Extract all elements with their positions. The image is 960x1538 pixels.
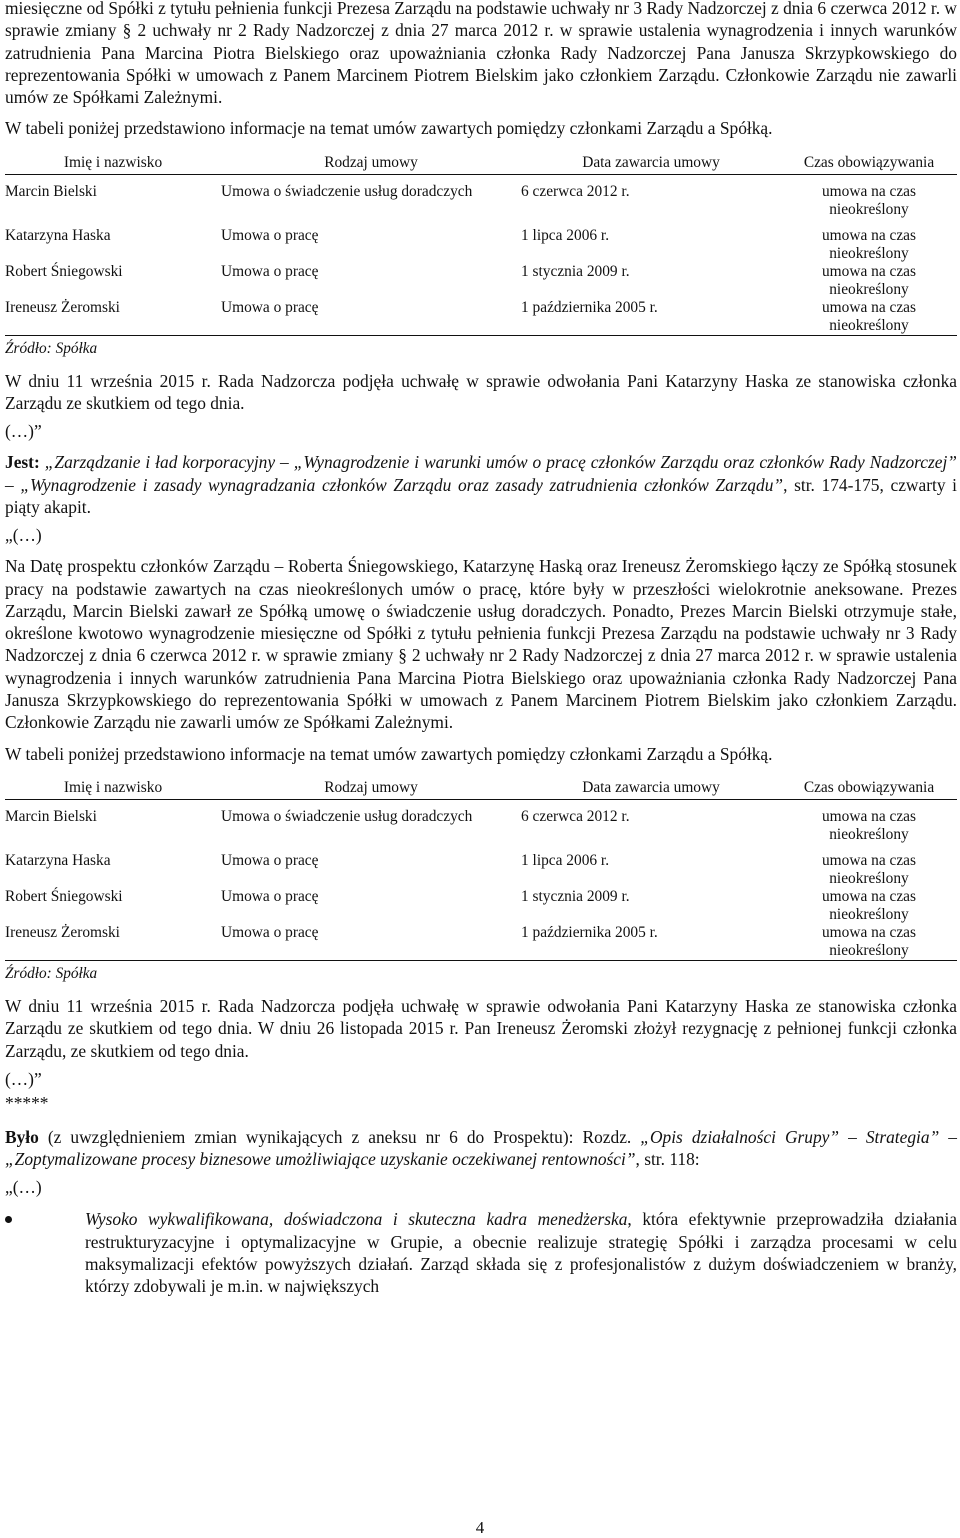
bylo-tail: , str. 118:: [635, 1149, 700, 1170]
table-intro-1: W tabeli poniżej przedstawiono informacje na temat umów zawartych pomiędzy członkami Zarządu a Spółką.: [5, 118, 773, 139]
table-row: [5, 174, 957, 227]
cell-type: Umowa o świadczenie usług doradczych: [221, 807, 473, 825]
table-row: [5, 299, 957, 336]
bullet-text: [85, 1208, 957, 1297]
jest-reference: „Zarządzanie i ład korporacyjny – „Wynagrodzenie i warunki umów o pracę członków Zarządu oraz członków Rady Nadzorczej” – „Wynagrodzenie i zasady wynagradzania członków Zarządu oraz zasady zatrudnienia członków Zarządu”: [5, 452, 957, 495]
cell-term: umowa na czas nieokreślony: [821, 226, 916, 262]
table-row: [5, 888, 957, 924]
top-fragment-line1: miesięczne od Spółki z tytułu pełnienia funkcji Prezesa Zarządu na podstawie uchwały nr 3 Rady Nadzorczej z: [5, 0, 779, 18]
col-header-date: Data zawarcia umowy: [521, 775, 781, 800]
cell-date: 1 lipca 2006 r.: [521, 226, 610, 244]
cell-name: Katarzyna Haska: [5, 851, 111, 869]
table-row: [5, 799, 957, 852]
cell-name: Ireneusz Żeromski: [5, 924, 221, 961]
ellipsis-open-2: „(…): [5, 1177, 42, 1198]
cell-date: 1 stycznia 2009 r.: [521, 887, 630, 905]
top-fragment: [5, 0, 957, 108]
bullet-italic: Wysoko wykwalifikowana, doświadczona i skuteczna kadra menedżerska: [85, 1209, 628, 1230]
prospectus-paragraph: Na Datę prospektu członków Zarządu – Roberta Śniegowskiego, Katarzynę Haską oraz Ireneusz Żeromskiego łączy ze Spółką stosunek pracy na podstawie zawartych na czas nieokreślonych umów o pracę, które były w przeszłości wielokrotnie aneksowane. Prezes Zarządu, Marcin Bielski zawarł ze Spółką umowę o świadczenie usług doradczych. Ponadto, Prezes Marcin Bielski otrzymuje stałe, określone kwotowo wynagrodzenie miesięczne od Spółki z tytułu pełnienia funkcji Prezesa Zarządu na podstawie uchwały nr 3 Rady Nadzorczej z dnia 6 czerwca 2012 r. w sprawie zmiany § 2 uchwały nr 2 Rady Nadzorczej z dnia 27 marca 2012 r. w sprawie ustalenia wynagrodzenia i innych warunków zatrudnienia Pana Marcina Piotra Bielskiego oraz upoważniania członka Rady Nadzorczej Pana Janusza Skrzypkowskiego do reprezentowania Spółki w umowach z Panem Marcinem Piotrem Bielskim jako członkiem Zarządu. Członkowie Zarządu nie zawarli umów ze Spółkami Zależnymi.: [5, 556, 957, 733]
table-row: [5, 263, 957, 299]
cell-term: umowa na czas nieokreślony: [821, 851, 916, 887]
contracts-table-1: [5, 150, 957, 336]
col-header-term: Czas obowiązywania: [781, 775, 957, 800]
table-row: [5, 852, 957, 888]
col-header-name: Imię i nazwisko: [5, 150, 221, 175]
contracts-table-2: [5, 775, 957, 961]
bylo-plain: (z uwzględnieniem zmian wynikających z aneksu nr 6 do Prospektu): Rozdz.: [38, 1126, 641, 1147]
col-header-type: Rodzaj umowy: [221, 775, 521, 800]
cell-name: Robert Śniegowski: [5, 887, 123, 905]
page-number: 4: [475, 1518, 485, 1537]
cell-term: umowa na czas nieokreślony: [781, 299, 957, 336]
cell-name: Marcin Bielski: [5, 807, 97, 825]
cell-type: Umowa o pracę: [221, 262, 319, 280]
cell-name: Marcin Bielski: [5, 182, 97, 200]
bullet-rest: , która efektywnie przeprowadziła działania restrukturyzacyjne i optymalizacyjne w Grupie, a obecnie realizuje strategię Spółki i zarządza procesami w celu maksymalizacji efektów powyższych działań. Zarząd składa się z profesjonalistów z dużym doświadczeniem w branży, którzy zdobywali je m.in. w największych: [85, 1209, 957, 1297]
jest-label: Jest:: [5, 452, 40, 473]
col-header-date: Data zawarcia umowy: [521, 150, 781, 175]
table-intro-2: W tabeli poniżej przedstawiono informacje na temat umów zawartych pomiędzy członkami Zarządu a Spółką.: [5, 743, 773, 764]
bullet-icon: [5, 1216, 12, 1223]
document-page: [5, 0, 957, 1298]
jest-paragraph: [5, 451, 957, 518]
section-separator: *****: [5, 1092, 49, 1113]
cell-name: Katarzyna Haska: [5, 226, 111, 244]
cell-name: Robert Śniegowski: [5, 262, 123, 280]
ellipsis-open-1: „(…): [5, 525, 42, 546]
cell-date: 1 października 2005 r.: [521, 924, 781, 961]
cell-type: Umowa o świadczenie usług doradczych: [221, 182, 473, 200]
table-row: [5, 924, 957, 961]
cell-term: umowa na czas nieokreślony: [821, 262, 916, 298]
cell-term: umowa na czas nieokreślony: [821, 887, 916, 923]
table-row: [5, 227, 957, 263]
cell-date: 6 czerwca 2012 r.: [521, 807, 630, 825]
cell-type: Umowa o pracę: [221, 851, 319, 869]
bylo-paragraph: [5, 1126, 957, 1171]
cell-name: Ireneusz Żeromski: [5, 299, 221, 336]
bylo-reference: „Opis działalności Grupy” – Strategia” – „Zoptymalizowane procesy biznesowe umożliwiające uzyskanie oczekiwanej rentowności”: [5, 1126, 957, 1170]
cell-date: 1 stycznia 2009 r.: [521, 262, 630, 280]
table-source-1: Źródło: Spółka: [5, 339, 98, 357]
col-header-name: Imię i nazwisko: [5, 775, 221, 800]
cell-type: Umowa o pracę: [221, 887, 319, 905]
ellipsis-close-2: (…)”: [5, 1068, 42, 1089]
cell-term: umowa na czas nieokreślony: [821, 807, 916, 843]
cell-date: 1 lipca 2006 r.: [521, 851, 610, 869]
top-fragment-rest: dnia 6 czerwca 2012 r. w sprawie zmiany § 2 uchwały nr 2 Rady Nadzorczej z dnia 27 marca 2012 r. w sprawie ustalenia wynagrodzenia i innych warunków zatrudnienia Pana Marcina Piotra Bielskiego oraz upoważniania członka Rady Nadzorczej Pana Janusza Skrzypkowskiego do reprezentowania Spółki w umowach z Panem Marcinem Piotrem Bielskim jako członkiem Zarządu. Członkowie Zarządu nie zawarli umów ze Spółkami Zależnymi.: [5, 0, 957, 108]
bullet-item: [5, 1208, 957, 1297]
cell-type: Umowa o pracę: [221, 226, 319, 244]
col-header-term: Czas obowiązywania: [781, 150, 957, 175]
cell-date: 1 października 2005 r.: [521, 299, 781, 336]
cell-date: 6 czerwca 2012 r.: [521, 182, 630, 200]
cell-term: umowa na czas nieokreślony: [781, 924, 957, 961]
cell-type: Umowa o pracę: [221, 299, 521, 336]
resolution-paragraph-1: W dniu 11 września 2015 r. Rada Nadzorcza podjęła uchwałę w sprawie odwołania Pani Katarzyny Haska ze stanowiska członka Zarządu ze skutkiem od tego dnia.: [5, 370, 957, 414]
cell-term: umowa na czas nieokreślony: [821, 182, 916, 218]
resolution-paragraph-2: W dniu 11 września 2015 r. Rada Nadzorcza podjęła uchwałę w sprawie odwołania Pani Katarzyny Haska ze stanowiska członka Zarządu ze skutkiem od tego dnia. W dniu 26 listopada 2015 r. Pan Ireneusz Żeromski złożył rezygnację z pełnionej funkcji członka Zarządu, ze skutkiem od tego dnia.: [5, 995, 957, 1061]
jest-tail: , str. 174-175, czwarty i piąty akapit.: [5, 474, 957, 517]
ellipsis-close-1: (…)”: [5, 421, 42, 442]
bylo-label: Było: [5, 1126, 39, 1147]
col-header-type: Rodzaj umowy: [221, 150, 521, 175]
cell-type: Umowa o pracę: [221, 924, 521, 961]
table-source-2: Źródło: Spółka: [5, 964, 98, 982]
